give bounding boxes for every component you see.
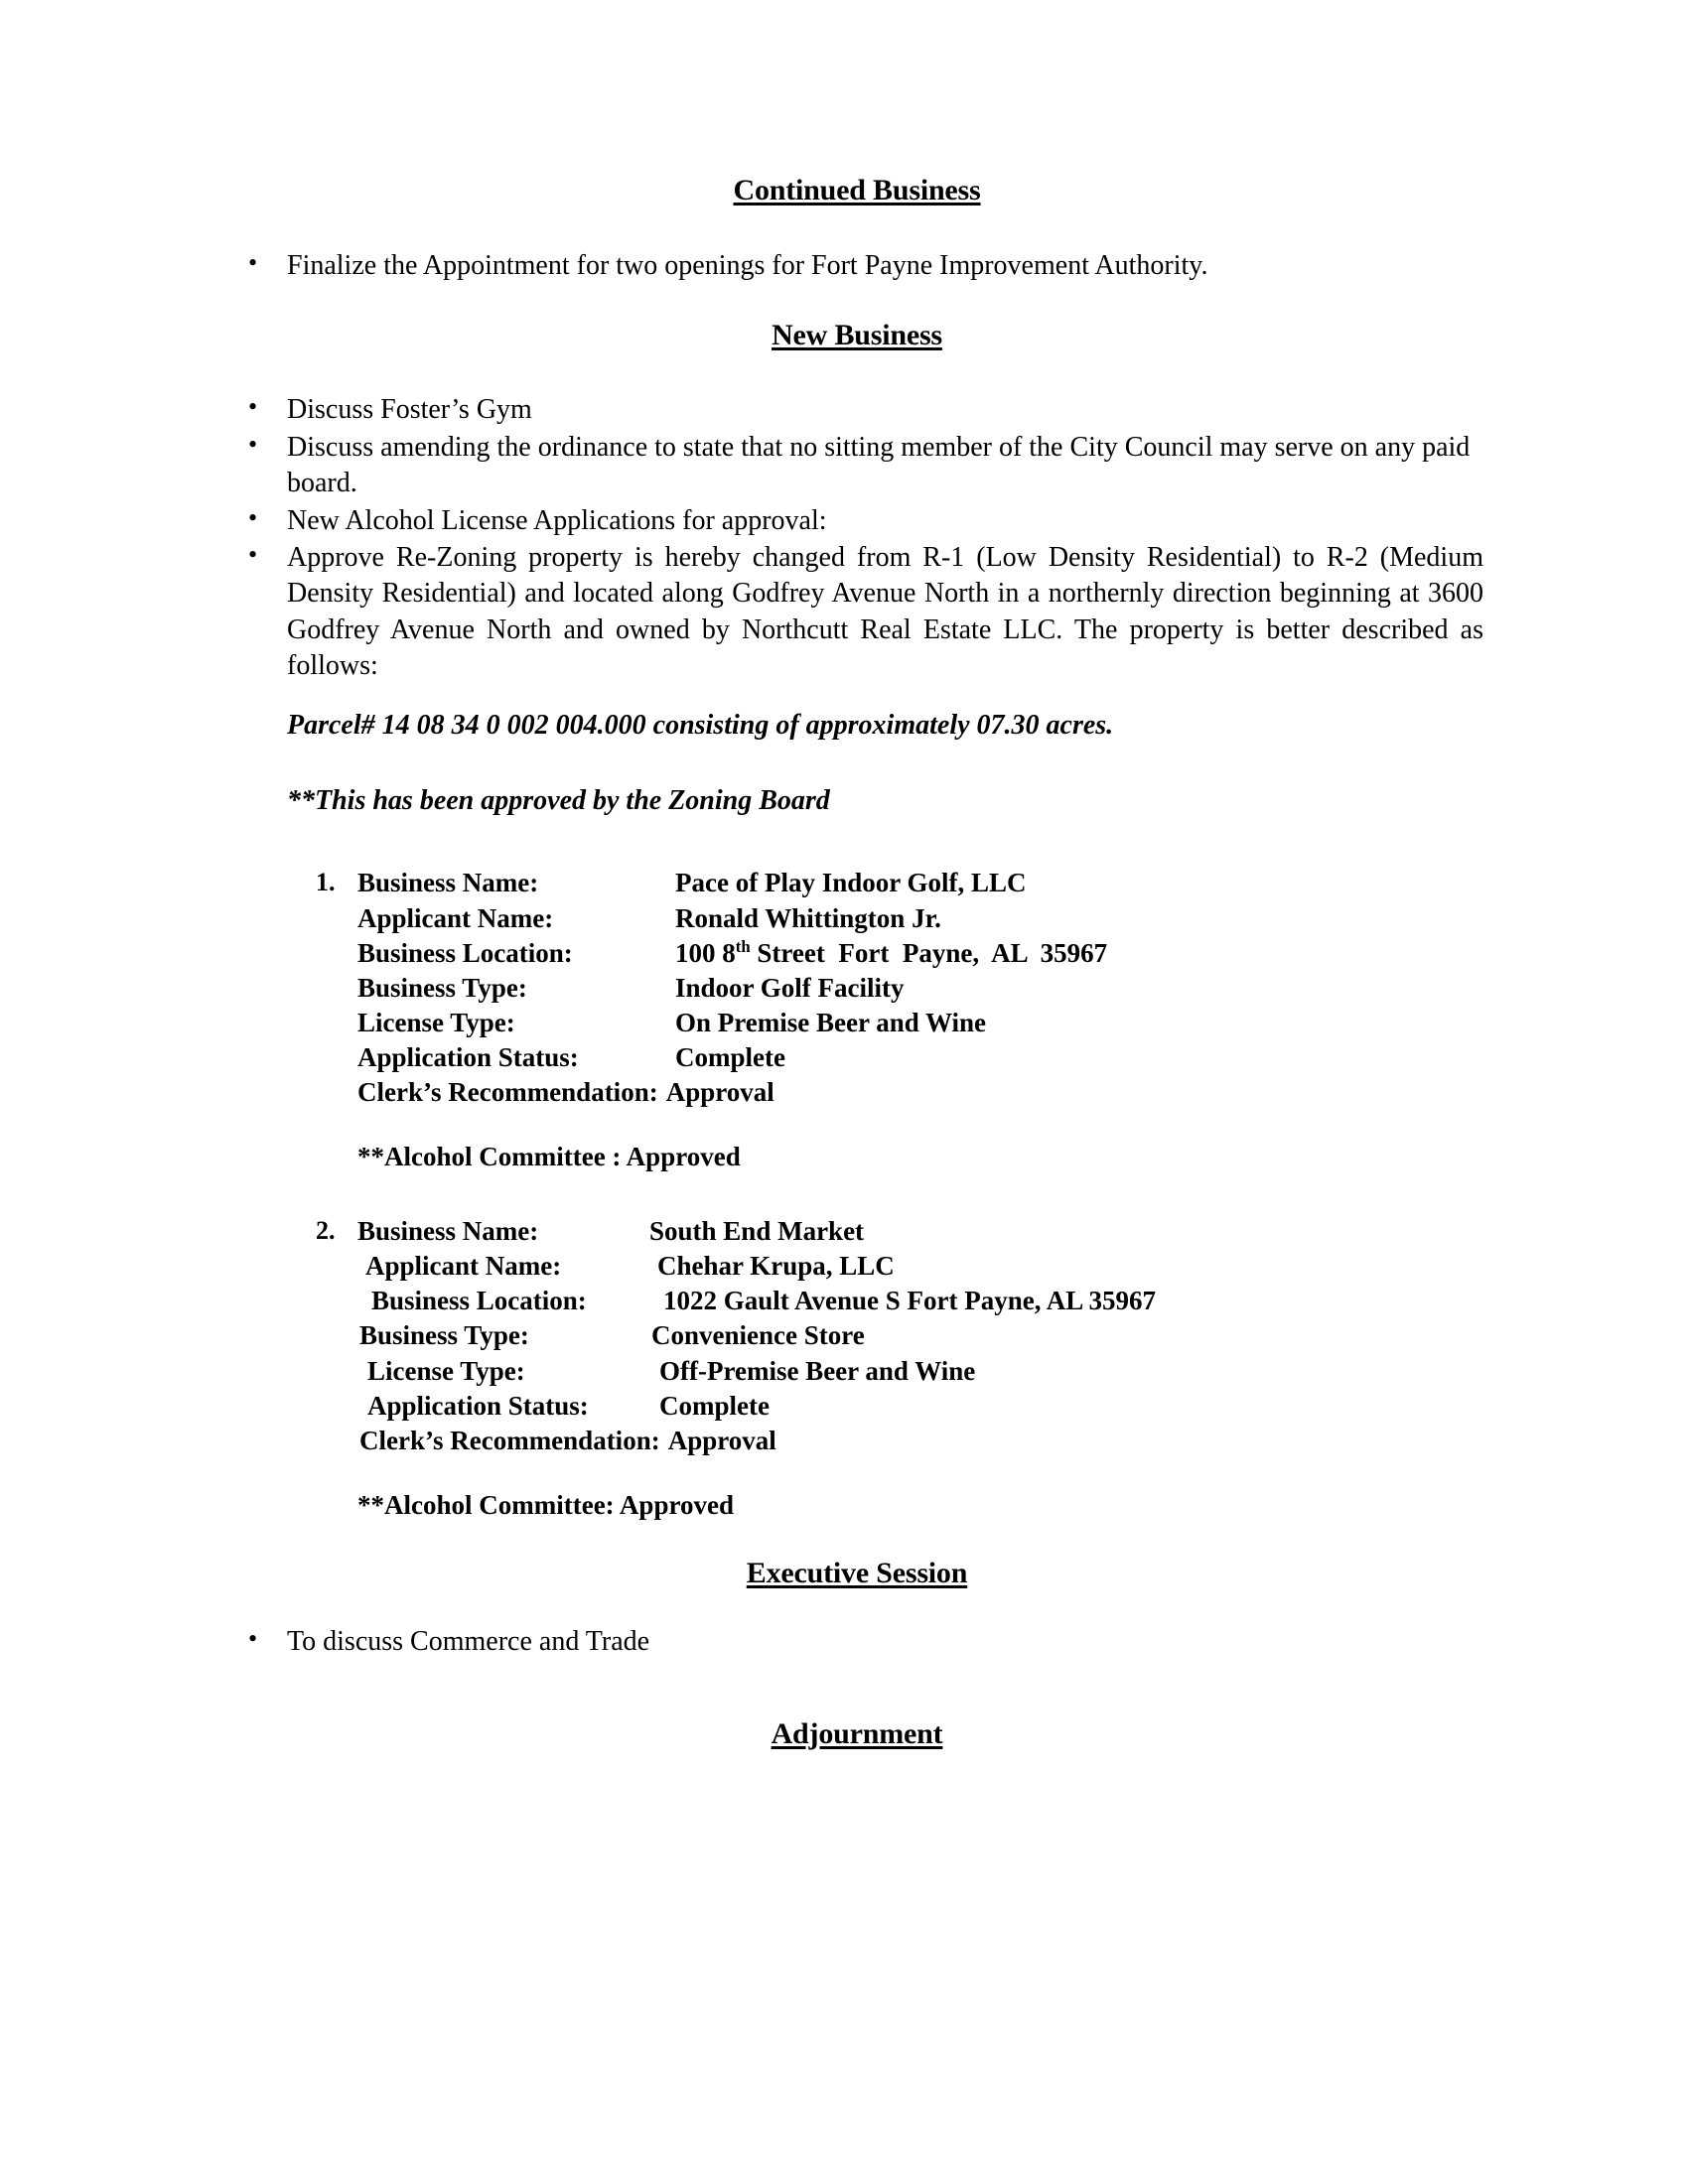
heading-executive-session <box>230 1557 1483 1591</box>
application-number: 2. <box>316 1216 336 1246</box>
field-label: Business Location: <box>371 1286 587 1316</box>
list-item: • Discuss Foster’s Gym <box>230 392 1483 428</box>
field-value: On Premise Beer and Wine <box>675 1007 987 1037</box>
list-item: • New Alcohol License Applications for approval: <box>230 503 1483 539</box>
field-business-type <box>357 1318 1483 1353</box>
field-business-location <box>357 1284 1483 1318</box>
field-value <box>675 936 1107 971</box>
field-business-name <box>357 866 1483 900</box>
field-business-location <box>357 936 1483 971</box>
field-license-type <box>357 1354 1483 1389</box>
field-label: License Type: <box>357 1007 515 1037</box>
field-label: Application Status: <box>367 1390 589 1421</box>
field-label: Business Name: <box>357 868 539 898</box>
field-label: License Type: <box>367 1355 525 1386</box>
alcohol-committee-note-2: **Alcohol Committee: Approved <box>357 1489 734 1520</box>
parcel-number-line: Parcel# 14 08 34 0 002 004.000 consisting of approximately 07.30 acres. <box>287 709 1114 741</box>
address-number: 100 <box>675 937 723 968</box>
list-item: • Finalize the Appointment for two openings for Fort Payne Improvement Authority. <box>230 248 1483 284</box>
alcohol-committee-note-1: **Alcohol Committee : Approved <box>357 1142 741 1172</box>
executive-session-list <box>230 1624 1483 1660</box>
continued-business-list <box>230 248 1483 284</box>
field-value: Approval <box>665 1076 774 1107</box>
field-value: Approval <box>667 1425 776 1455</box>
field-value: 1022 Gault Avenue S Fort Payne, AL 35967 <box>663 1286 1157 1316</box>
field-label: Applicant Name: <box>365 1251 562 1282</box>
field-value: Convenience Store <box>651 1320 865 1351</box>
field-label: Business Type: <box>359 1320 529 1351</box>
field-label: Application Status: <box>357 1041 579 1072</box>
heading-continued-business <box>230 174 1483 208</box>
field-value: Chehar Krupa, LLC <box>657 1251 895 1282</box>
field-value: Pace of Play Indoor Golf, LLC <box>675 868 1027 898</box>
field-clerks-recommendation <box>357 1075 1483 1110</box>
list-item: • To discuss Commerce and Trade <box>230 1624 1483 1660</box>
ordinal-number: 8 <box>722 937 736 968</box>
heading-new-business <box>230 319 1483 353</box>
field-value: Complete <box>659 1390 770 1421</box>
heading-adjournment <box>230 1717 1483 1752</box>
field-label: Applicant Name: <box>357 902 554 933</box>
field-applicant-name <box>357 1249 1483 1284</box>
field-business-type <box>357 971 1483 1006</box>
field-application-status <box>357 1389 1483 1424</box>
list-item: • Approve Re-Zoning property is hereby changed from R-1 (Low Density Residential) to R-2 (Medium Density Residential) and located along Godfrey Avenue North in a northernly direction beginning at 3600 Godfrey Avenue North and owned by Northcutt Real Estate LLC. The property is better described as follows: <box>230 540 1483 685</box>
heading-new-business-text: New Business <box>772 318 942 351</box>
field-value: Off-Premise Beer and Wine <box>659 1355 976 1386</box>
document-content <box>230 174 1483 1751</box>
field-value: South End Market <box>649 1216 865 1247</box>
ordinal-suffix: th <box>735 936 751 956</box>
field-business-name <box>357 1214 1483 1249</box>
field-label: Clerk’s Recommendation: <box>359 1425 660 1455</box>
field-label: Business Location: <box>357 937 573 968</box>
field-value: Complete <box>675 1041 785 1072</box>
field-label: Clerk’s Recommendation: <box>357 1076 658 1107</box>
list-item: • Discuss amending the ordinance to state that no sitting member of the City Council may serve on any paid board. <box>230 430 1483 502</box>
field-value: Ronald Whittington Jr. <box>675 902 941 933</box>
field-label: Business Name: <box>357 1216 539 1247</box>
field-application-status <box>357 1040 1483 1075</box>
field-label: Business Type: <box>357 972 527 1003</box>
field-license-type <box>357 1006 1483 1040</box>
zoning-board-approval-note: **This has been approved by the Zoning Board <box>287 785 830 817</box>
application-number: 1. <box>316 868 336 897</box>
heading-executive-session-text: Executive Session <box>746 1556 968 1589</box>
heading-adjournment-text: Adjournment <box>771 1716 943 1750</box>
address-rest: Street Fort Payne, AL 35967 <box>750 937 1108 968</box>
field-value: Indoor Golf Facility <box>675 972 905 1003</box>
field-clerks-recommendation <box>357 1424 1483 1458</box>
application-entry-2 <box>230 1214 1483 1458</box>
application-entry-1 <box>230 866 1483 1110</box>
field-applicant-name <box>357 901 1483 936</box>
heading-continued-business-text: Continued Business <box>733 174 981 206</box>
alcohol-application-list <box>230 866 1483 1523</box>
new-business-list <box>230 392 1483 684</box>
